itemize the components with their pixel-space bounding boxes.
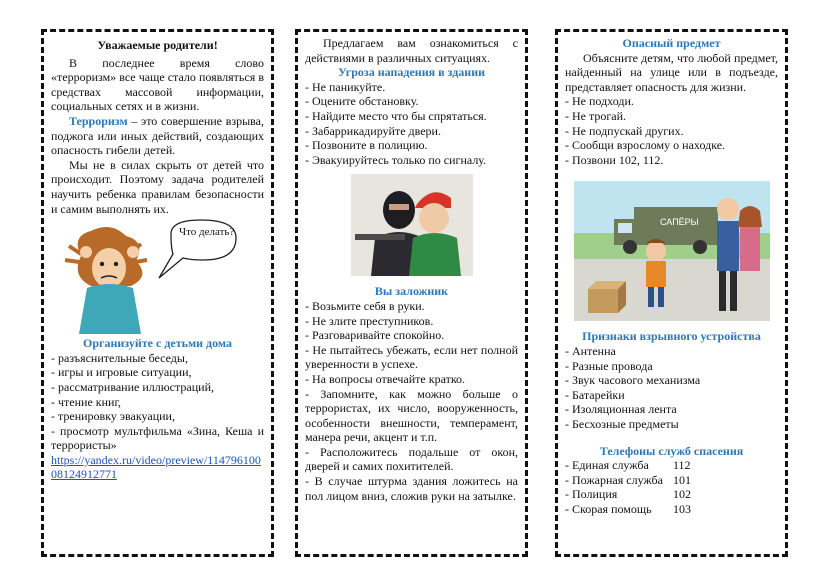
phone-number: 112 [673, 458, 691, 473]
list-item: - Сообщи взрослому о находке. [565, 138, 726, 153]
danger-intro: Объясните детям, что любой предмет, найденный на улице или в подъезде, представляет опасность для жизни. [565, 50, 778, 94]
intro-paragraph: В последнее время слово «терроризм» все чаще стало появляться в средствах массовой информации, социальных сетях и в жизни. [51, 55, 264, 114]
phone-service-name: - Пожарная служба [565, 472, 663, 487]
list-item: - Бесхозные предметы [565, 416, 679, 431]
phone-row [565, 473, 778, 488]
list-item: - Звук часового механизма [565, 373, 701, 388]
list-item: - рассматривание иллюстраций, [51, 379, 214, 394]
list-item: - Позвоните в полицию. [305, 138, 428, 153]
list-item: - Разные провода [565, 358, 653, 373]
list-item: - Не пытайтесь убежать, если нет полной уверенности в успехе. [305, 342, 518, 372]
cartoon-video-link[interactable]: https://yandex.ru/video/preview/11479610008124912771 [51, 452, 261, 482]
list-item: - Эвакуируйтесь только по сигналу. [305, 152, 487, 167]
panel1-title: Уважаемые родители! [97, 38, 218, 52]
organize-list [51, 351, 264, 453]
list-item: - На вопросы отвечайте кратко. [305, 371, 466, 386]
sappers-illustration-icon [574, 181, 770, 321]
list-item: - Расположитесь подальше от окон, дверей и самих похитителей. [305, 444, 518, 474]
list-item: - Возьмите себя в руки. [305, 298, 425, 313]
panel-parents [41, 29, 274, 557]
phone-row [565, 502, 778, 517]
speech-bubble-text: Что делать? [179, 226, 235, 239]
panel-situations [295, 29, 528, 557]
worried-woman-illustration [51, 216, 264, 336]
list-item: - чтение книг, [51, 394, 122, 409]
danger-title: Опасный предмет [622, 36, 721, 50]
term-terrorism: Терроризм [69, 113, 128, 128]
phone-row [565, 458, 778, 473]
phone-number: 101 [673, 472, 691, 487]
phone-service-name: - Скорая помощь [565, 501, 652, 516]
truck-label: САПЁРЫ [659, 217, 699, 228]
signs-title: Признаки взрывного устройства [582, 329, 761, 344]
organize-title: Организуйте с детьми дома [83, 336, 232, 351]
panel-danger [555, 29, 788, 557]
hostage-list [305, 299, 518, 503]
list-item: - тренировку эвакуации, [51, 409, 175, 424]
phones-list [565, 458, 778, 516]
phone-number: 102 [673, 487, 691, 502]
list-item: - Не подпускай других. [565, 123, 684, 138]
list-item: - Не злите преступников. [305, 313, 434, 328]
phone-number: 103 [673, 501, 691, 516]
list-item: - Не подходи. [565, 94, 634, 109]
signs-list [565, 344, 778, 432]
list-item: - Запомните, как можно больше о террористах, их число, вооруженность, особенности внешности, темперамент, манера речи, акцент и т.п. [305, 386, 518, 445]
list-item: - Забаррикадируйте двери. [305, 123, 441, 138]
list-item: - Оцените обстановку. [305, 94, 419, 109]
list-item: - Батарейки [565, 387, 625, 402]
list-item: - В случае штурма здания ложитесь на пол лицом вниз, сложив руки на затылке. [305, 474, 518, 503]
definition-paragraph [51, 114, 264, 158]
list-item: - разъяснительные беседы, [51, 350, 188, 365]
hostage-photo-icon [351, 174, 473, 276]
list-item: - просмотр мультфильма «Зина, Кеша и террористы» [51, 423, 264, 453]
definition-text: – это совершение взрыва, поджога или иных действий, создающих опасность гибели детей. [51, 113, 264, 158]
phone-service-name: - Единая служба [565, 458, 649, 473]
phones-title: Телефоны служб спасения [599, 443, 744, 458]
list-item: - игры и игровые ситуации, [51, 365, 192, 380]
situations-intro: Предлагаем вам ознакомиться с действиями в различных ситуациях. [305, 36, 518, 65]
list-item: - Не трогай. [565, 108, 627, 123]
phone-service-name: - Полиция [565, 487, 618, 502]
list-item: - Разговаривайте спокойно. [305, 328, 445, 343]
list-item: - Антенна [565, 343, 616, 358]
list-item: - Позвони 102, 112. [565, 152, 664, 167]
list-item: - Не паникуйте. [305, 79, 386, 94]
danger-list [565, 94, 778, 167]
threat-list [305, 80, 518, 168]
paragraph-2: Мы не в силах скрыть от детей что происходит. Поэтому задача родителей научить ребенка правилам безопасности и самим выполнять их. [51, 157, 264, 216]
threat-title: Угроза нападения в здании [337, 65, 486, 80]
list-item: - Изоляционная лента [565, 402, 677, 417]
list-item: - Найдите место что бы спрятаться. [305, 108, 487, 123]
hostage-title: Вы заложник [374, 284, 449, 299]
phone-row [565, 487, 778, 502]
